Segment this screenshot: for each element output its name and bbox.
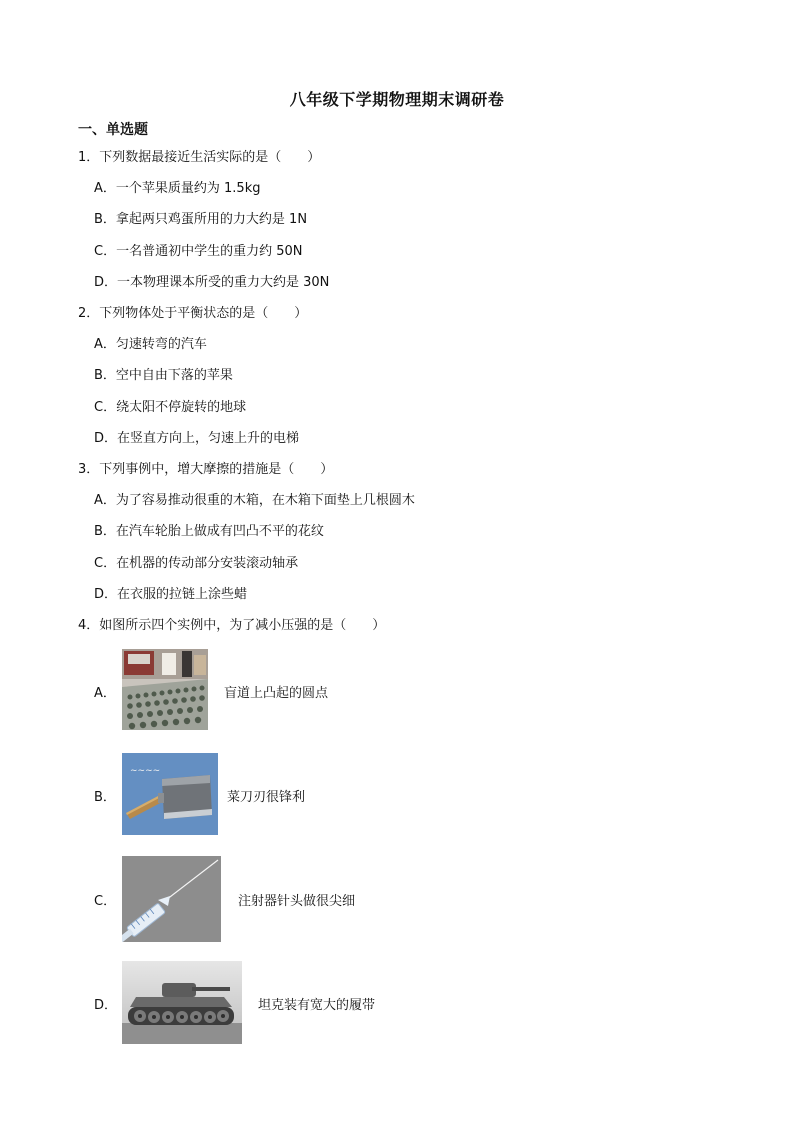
question-1-stem: 1．下列数据最接近生活实际的是（ ） <box>78 150 321 165</box>
question-2-option-c: C．绕太阳不停旋转的地球 <box>94 400 247 415</box>
question-4-option-c-text: 注射器针头做很尖细 <box>238 894 356 909</box>
question-2-stem: 2．下列物体处于平衡状态的是（ ） <box>78 306 308 321</box>
question-4-option-a-text: 盲道上凸起的圆点 <box>224 686 329 701</box>
question-3-stem: 3．下列事例中，增大摩擦的措施是（ ） <box>78 462 334 477</box>
tactile-paving-photo-icon <box>122 649 208 730</box>
syringe-photo-icon <box>122 856 221 942</box>
svg-text:~~~~: ~~~~ <box>130 766 161 776</box>
question-1-option-b: B．拿起两只鸡蛋所用的力大约是 1N <box>94 212 308 227</box>
question-2-option-b: B．空中自由下落的苹果 <box>94 368 233 383</box>
section-heading: 一、单选题 <box>78 122 148 138</box>
question-4-option-b-text: 菜刀刃很锋利 <box>227 790 306 805</box>
exam-title: 八年级下学期物理期末调研卷 <box>289 90 505 109</box>
question-4-option-c-letter: C． <box>94 894 117 909</box>
question-3-option-d: D．在衣服的拉链上涂些蜡 <box>94 587 248 602</box>
tank-photo-icon <box>122 961 242 1044</box>
question-4-option-d-text: 坦克装有宽大的履带 <box>258 998 376 1013</box>
question-4-option-a-letter: A． <box>94 686 116 701</box>
question-1-option-d: D．一本物理课本所受的重力大约是 30N <box>94 275 330 290</box>
question-3-option-c: C．在机器的传动部分安装滚动轴承 <box>94 556 299 571</box>
question-3-option-b: B．在汽车轮胎上做成有凹凸不平的花纹 <box>94 524 324 539</box>
question-2-option-d: D．在竖直方向上，匀速上升的电梯 <box>94 431 300 446</box>
question-4-option-d-letter: D． <box>94 998 118 1013</box>
question-2-option-a: A．匀速转弯的汽车 <box>94 337 207 352</box>
kitchen-knife-photo-icon <box>122 753 218 835</box>
question-1-option-a: A．一个苹果质量约为 1.5kg <box>94 181 261 196</box>
question-4-option-b-letter: B． <box>94 790 116 805</box>
question-3-option-a: A．为了容易推动很重的木箱，在木箱下面垫上几根圆木 <box>94 493 415 508</box>
question-1-option-c: C．一名普通初中学生的重力约 50N <box>94 244 303 259</box>
question-4-stem: 4．如图所示四个实例中，为了减小压强的是（ ） <box>78 618 386 633</box>
